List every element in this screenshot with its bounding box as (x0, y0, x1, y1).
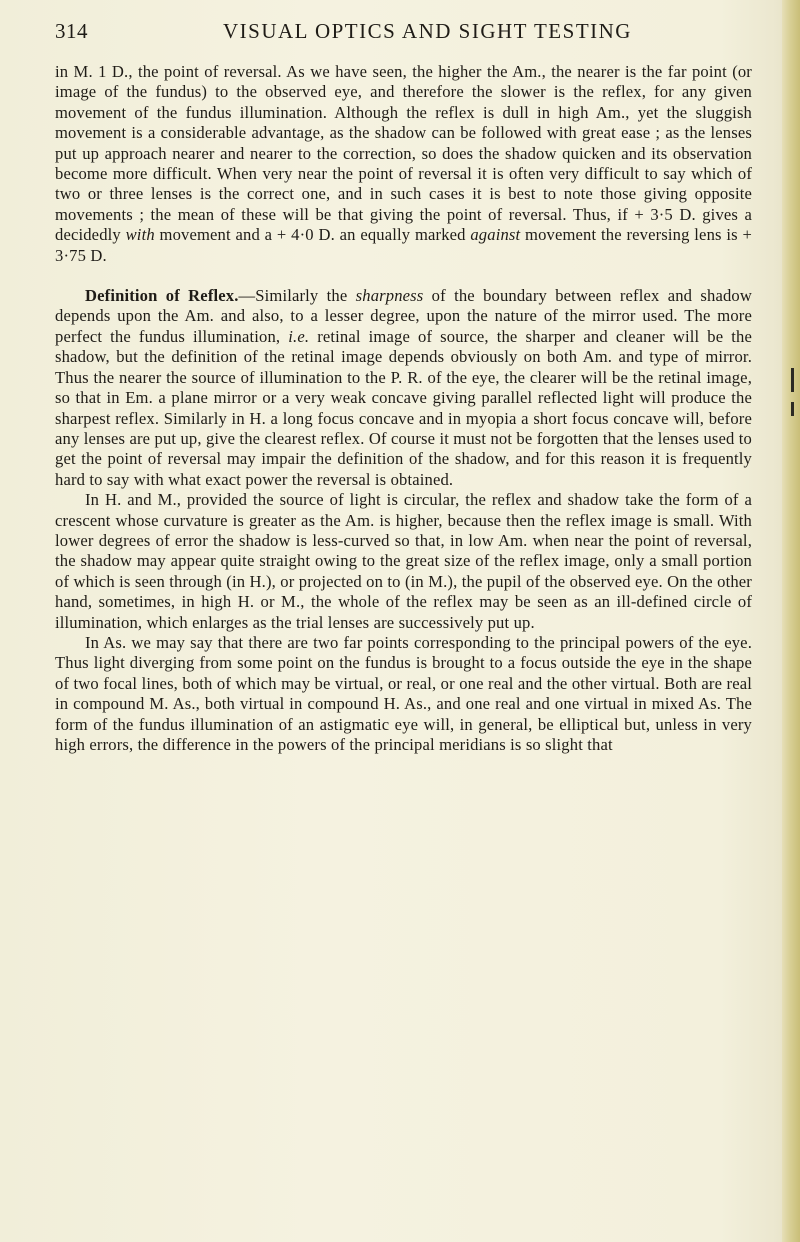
text-run-italic: sharpness (355, 286, 424, 306)
edge-mark (791, 368, 794, 392)
paragraph (55, 62, 752, 266)
text-run: In As. we may say that there are two far points corresponding to the principal powers of the eye. Thus light diverging from some point on the fundus is brought to a focus outside the eye in the shape of two focal lines, both of which may be virtual, or real, or one real and the other virtual. Both are real in compound M. As., both virtual in compound H. As., and one real and one virtual in mixed As. The form of the fundus illumination of an astigmatic eye will, in general, be elliptical but, unless in very high errors, the difference in the powers of the principal meridians is so slight that (55, 632, 752, 754)
page-header (55, 19, 750, 49)
page-number: 314 (55, 19, 88, 43)
running-head: VISUAL OPTICS AND SIGHT TESTING (223, 19, 632, 43)
text-run: retinal image of source, the sharper and cleaner will be the shadow, but the definition of the retinal image depends obviously on both Am. and type of mirror. Thus the nearer the source of illumination to the P. R. of the eye, the clearer will be the retinal image, so that in Em. a plane mirror or a very weak concave giving parallel reflected light will produce the sharpest reflex. Similarly in H. a long focus concave and in myopia a short focus concave will, before any lenses are put up, give the clearest reflex. Of course it must not be forgotten that the lenses used to get the point of reversal may impair the definition of the shadow, and for this reason it is frequently hard to say with what exact power the reversal is obtained. (55, 326, 752, 489)
section-heading: Definition of Reflex. (85, 286, 239, 306)
text-run: In H. and M., provided the source of light is circular, the reflex and shadow take the form of a crescent whose curvature is greater as the Am. is higher, because then the reflex image is small. With lower degrees of error the shadow is less-curved so that, in low Am. when near the point of reversal, the shadow may appear quite straight owing to the great size of the reflex image, only a small portion of which is seen through (in H.), or projected on to (in M.), the pupil of the observed eye. On the other hand, sometimes, in high H. or M., the whole of the reflex may be seen as an ill-defined circle of illumination, which enlarges as the trial lenses are successively put up. (55, 490, 752, 632)
text-run: —Similarly the (238, 286, 356, 306)
body-text (55, 62, 752, 755)
edge-mark (791, 402, 794, 416)
text-run-italic: against (470, 225, 521, 245)
paragraph (55, 286, 752, 490)
text-run: in M. 1 D., the point of reversal. As we have seen, the higher the Am., the nearer is the far point (or image of the fundus) to the observed eye, and therefore the slower is the reflex, for any given movement of the fundus illumination. Although the reflex is dull in high Am., yet the sluggish movement is a considerable advantage, as the shadow can be followed with great ease ; as the lenses put up approach nearer and nearer to the correction, so does the shadow quicken and its observation become more difficult. When very near the point of reversal it is often very difficult to say which of two or three lenses is the correct one, and in such cases it is best to note those giving opposite movements ; the mean of these will be that giving the point of reversal. Thus, if + 3·5 D. gives a decidedly (55, 62, 752, 245)
page-edge (782, 0, 800, 1242)
paragraph (55, 633, 752, 755)
text-run-italic: with (125, 225, 155, 245)
text-run-italic: i.e. (288, 326, 310, 346)
text-run: movement and a + 4·0 D. an equally marked (154, 225, 471, 245)
paragraph (55, 490, 752, 633)
text-run: of the boundary between reflex and shadow depends upon the Am. and also, to a lesser degree, upon the nature of the mirror used. The more perfect the fundus illumination, (55, 286, 752, 346)
text-run: movement the reversing lens is + 3·75 D. (55, 225, 752, 265)
